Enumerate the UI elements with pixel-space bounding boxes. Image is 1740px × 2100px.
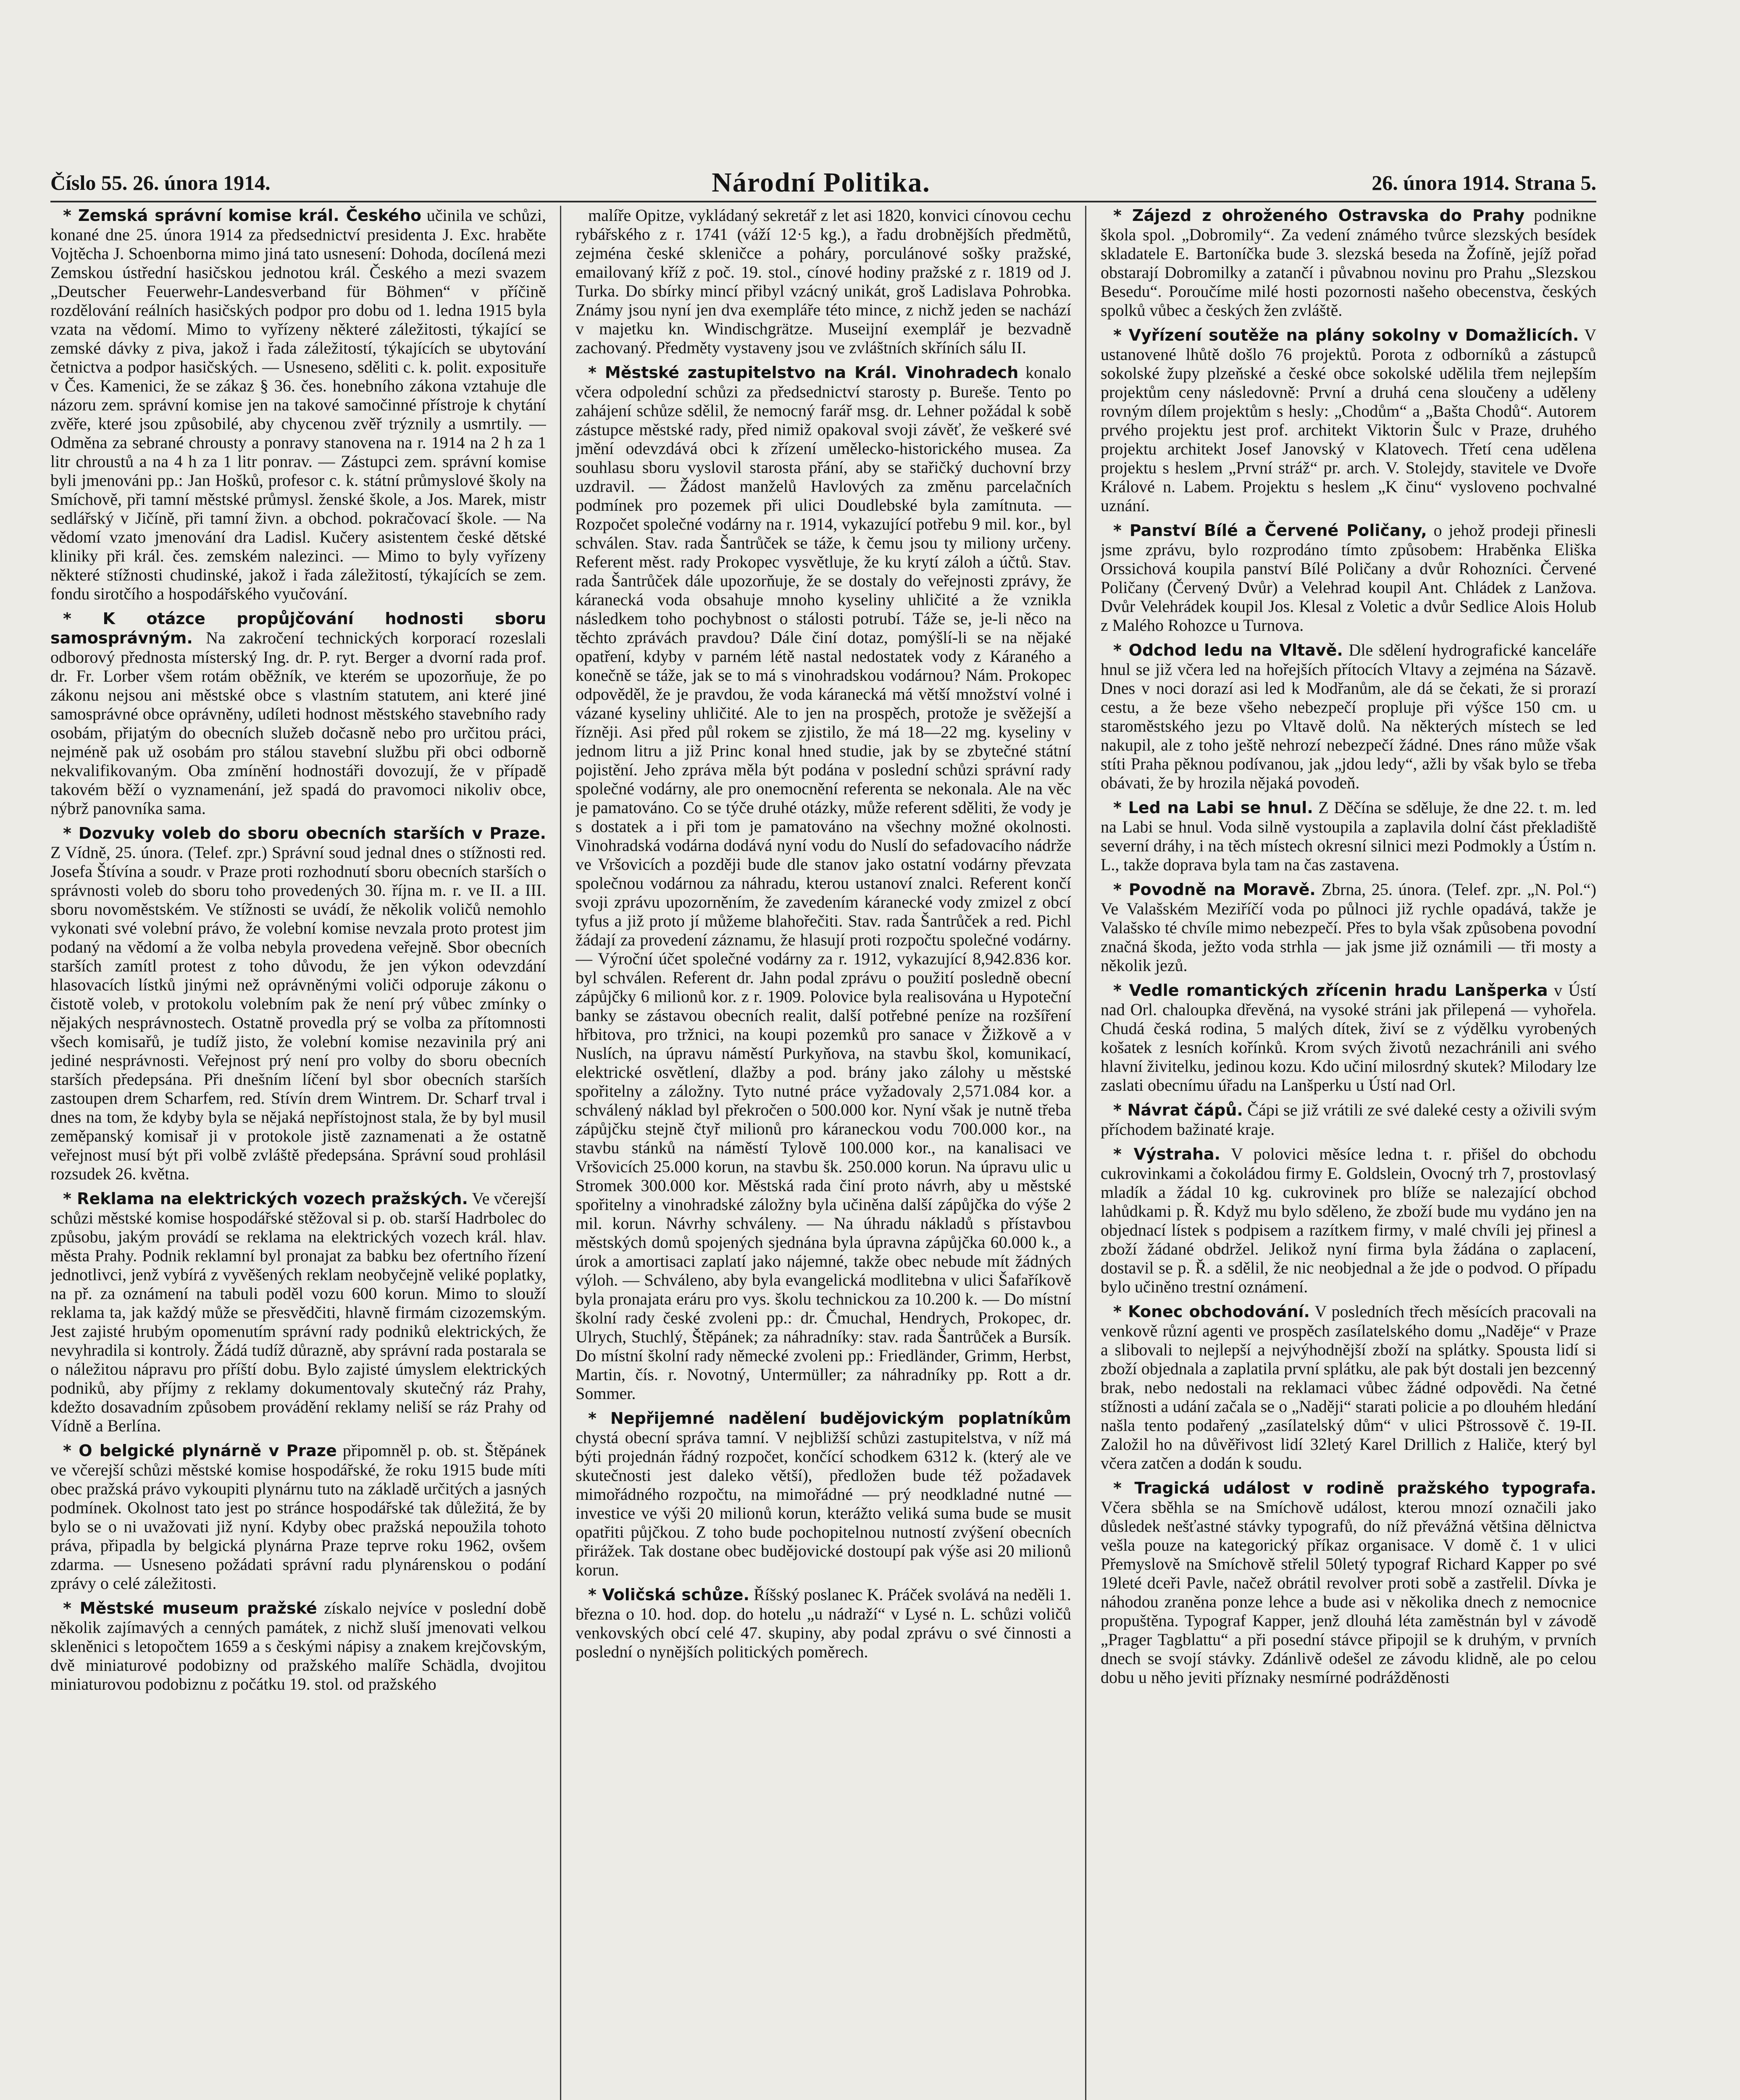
article [50, 1599, 546, 1693]
article [1101, 798, 1596, 874]
article-headline: * Dozvuky voleb do sboru obecních starších v Praze. [63, 824, 546, 843]
article-columns [50, 206, 1596, 2100]
issue-number: Číslo 55. 26. února 1914. [50, 171, 271, 194]
article-headline: * Voličská schůze. [588, 1586, 749, 1604]
column-3 [1101, 206, 1596, 2100]
article-body: konalo včera odpolední schůzi za předsednictví starosty p. Bureše. Tento po zahájení schůze sdělil, že nemocný farář msg. dr. Lehner požádal k sobě zástupce městské rady, před nimiž opakoval svoji závěť, že veškeré své jmění odevzdává obci k zřízení umělecko-historického musea. Za souhlasu sboru vyslovil starosta přání, aby se stařičký duchovní brzy uzdravil. — Žádost manželů Havlových za změnu parcelačních podmínek pro pozemek při ulici Doudlebské byla zamítnuta. — Rozpočet společné vodárny na r. 1914, vykazující potřebu 9 mil. kor., byl schválen. Stav. rada Šantrůček se táže, k čemu jsou ty miliony určeny. Referent měst. rady Prokopec vysvětluje, že ku krytí záloh a účtů. Stav. rada Šantrůček dále upozorňuje, že se dostaly do veřejnosti zprávy, že káranecká voda obsahuje mnoho kyseliny uhličité a že vznikla následkem toho pochybnost o stálosti potrubí. Táže se, je-li něco na těchto zprávách pravdou? Dále činí dotaz, pomýšlí-li se na nějaké opatření, kdyby v parném létě nastal nedostatek vody z Káraného a konečně se táže, jak se to má s vinohradskou vodárnou? Nám. Prokopec odpověděl, že je pravdou, že voda káranecká má větší množství volné i vázané kyseliny uhličité. Ale to jen na prospěch, protože je svěžejší a řízněji. Asi před půl rokem se zjistilo, že má 18—22 mg. kyseliny v jednom litru a již Princ konal hned studie, jak by se zbytečné státní pojistění. Jeho zpráva měla být podána v poslední schůzi správní rady společné vodárny, ale pro onemocnění referenta se nekonala. Ale na věc je pamatováno. Co se týče druhé otázky, může referent sděliti, že vody je s dostatek a i při tom je pamatováno na všechny možné okolnosti. Vinohradská vodárna dodává nyní vodu do Nuslí do sefadovacího nádrže ve Vršovicích a později bude dle stanov jako ostatní vodárny převzata společnou vodárnou za náhradu, kterou ustanoví znalci. Referent končí svoji zprávu upozorněním, že zavedením káranecké vody zmizel z obcí tyfus a již proto jí můžeme blahořečiti. Stav. rada Šantrůček a red. Pichl žádají za provedení záznamu, že hlasují proti rozpočtu společné vodárny. — Výroční účet společné vodárny za r. 1912, vykazující 8,942.836 kor. byl schválen. Referent dr. Jahn podal zprávu o použití posledně obecní zápůjčky 6 milionů kor. z r. 1909. Polovice byla realisována u Hypoteční banky se zástavou obecních realit, další potřebné peníze na rozšíření hřbitova, pro tržnici, na koupi pozemků pro sanace v Žižkově a v Nuslích, na úpravu náměstí Purkyňova, na stavbu škol, komunikací, elektrické osvětlení, dlažby a pod. brány jako zálohy u městské spořitelny a záložny. Tyto nutné práce vyžadovaly 2,571.084 kor. a schválený náklad byl překročen o 500.000 kor. Nyní však je nutně třeba zápůjčku stejně čtyř milionů pro káraneckou vodu 700.000 kor., na stavbu stánků na náměstí Tylově 100.000 kor., na kanalisaci ve Vršovicích 25.000 korun, na stavbu šk. 250.000 korun. Na úpravu ulic u Stromek 300.000 kor. Městská rada činí proto návrh, aby u městské spořitelny a vinohradské záložny byla učiněna další zápůjčka do výše 2 mil. korun. Návrhy schváleny. — Na úhradu nákladů s přístavbou městských domů spojených sjednána byla úpravna zápůjčka 60.000 k., a úrok a amortisaci zaplatí jako nájemné, takže obec nebude mít žádných výloh. — Schváleno, aby byla evangelická modlitebna v ulici Šafaříkově byla pronajata eráru pro vys. školu technickou za 10.200 k. — Do místní školní rady české zvoleni pp.: dr. Čmuchal, Hendrych, Prokopec, dr. Ulrych, Stuchlý, Štěpánek; za náhradníky: stav. rada Šantrůček a Bursík. Do místní školní rady německé zvoleni pp.: Friedländer, Grimm, Herbst, Martin, čís. r. Novotný, Untermüller; za náhradníky pp. Rott a dr. Sommer. [576, 363, 1071, 1403]
article [50, 824, 546, 1183]
article-headline: * Vyřízení soutěže na plány sokolny v Domažlicích. [1113, 326, 1579, 344]
page-header [50, 168, 1596, 197]
article-headline: * Výstraha. [1113, 1145, 1221, 1163]
article-headline: * Městské museum pražské [63, 1599, 317, 1617]
article-body: Čápi se již vrátili ze své daleké cesty a oživili svým příchodem bažinaté kraje. [1101, 1100, 1596, 1139]
article-headline: * Zemská správní komise král. Českého [63, 206, 422, 225]
article-headline: * Panství Bílé a Červené Poličany, [1113, 521, 1427, 540]
article [1101, 981, 1596, 1095]
article-body: V posledních třech měsících pracovali na venkově různí agenti ve prospěch zasílatelského domu „Naděje“ v Praze a slibovali to nejlepší a nejvýhodnější zboží na splátky. Spousta lidí si zboží objednala a zaplatila první splátku, ale pak být dostali jen bezcenný brak, nebo nedostali na reklamaci vůbec žádné odpovědi. Na četné stížnosti a udání začala se o „Naději“ starati policie a po dlouhém hledání našla tento podařený „zasílatelský dům“ v ulici Pštrossově č. 19-II. Založil ho na důvěřivost lidí 32letý Karel Drillich z Haliče, který byl včera zatčen a dodán k soudu. [1101, 1302, 1596, 1473]
article-body: připomněl p. ob. st. Štěpánek ve včerejší schůzi městské komise hospodářské, že roku 1915 bude míti obec pražská právo vykoupiti plynárnu tuto na základě určitých a jasných podmínek. Okolnost tato jest po stránce hospodářské tak důležitá, že by bylo se o ni uvažovati již nyní. Kdyby obec pražská nepoužila tohoto práva, připadla by belgická plynárna Praze teprve roku 1962, ovšem zdarma. — Usneseno požádati správní radu plynárenskou o podání zprávy o celé záležitosti. [50, 1441, 546, 1593]
article-body: V ustanovené lhůtě došlo 76 projektů. Porota z odborníků a zástupců sokolské župy plzeňské a české obce sokolské udělila třem nejlepším projektům ceny následovně: První a druhá cena sloučeny a uděleny rovným dílem projektům s hesly: „Chodům“ a „Bašta Chodů“. Autorem prvého projektu jest prof. architekt Viktorin Šulc v Praze, druhého projektu architekt Josef Janovský v Klatovech. Třetí cena udělena projektu s heslem „První stráž“ pr. arch. V. Stolejdy, stavitele ve Dvoře Králové n. Labem. Projektu s heslem „K činu“ vysloveno pochvalné uznání. [1101, 326, 1596, 515]
article [1101, 880, 1596, 975]
column-1 [50, 206, 546, 2100]
article-headline: * O belgické plynárně v Praze [63, 1441, 337, 1460]
article [50, 1441, 546, 1593]
article-headline: * Městské zastupitelstvo na Král. Vinohradech [588, 363, 1019, 382]
article-headline: * Vedle romantických zřícenin hradu Lanšperka [1113, 981, 1548, 1000]
article [50, 609, 546, 818]
article [1101, 640, 1596, 792]
article-body: o jehož prodeji přinesli jsme zprávu, bylo rozprodáno tímto způsobem: Hraběnka Eliška Orssichová koupila panství Bílé Poličany a dvůr Rohozníci. Červené Poličany (Červený Dvůr) a Velehrad koupil Ant. Chládek z Lanžova. Dvůr Velehrádek koupil Jos. Klesal z Voletic a dvůr Sedlice Alois Holub z Malého Rohozce u Turnova. [1101, 521, 1596, 635]
article [576, 363, 1071, 1403]
article-body: Z Děčína se sděluje, že dne 22. t. m. led na Labi se hnul. Voda silně vystoupila a zaplavila dolní část překladiště severní dráhy, i na těch místech okresní silnici mezi Podmokly a Ústím n. L., takže doprava byla tam na čas zastavena. [1101, 798, 1596, 874]
article [1101, 1302, 1596, 1473]
article-headline: * Návrat čápů. [1113, 1101, 1243, 1119]
article [1101, 1100, 1596, 1139]
article-body: chystá obecní správa tamní. V nejbližší schůzi zastupitelstva, v níž má býti projednán řádný rozpočet, končící schodkem 6312 k. (který ale ve skutečnosti jest daleko větší), předložen bude též požadavek mimořádného rozpočtu, na mimořádné — prý neodkladné nutné — investice ve výši 20 milionů korun, kterážto veliká suma bude se musit opatřiti půjčkou. Z toho bude pochopitelnou nutností zvýšení obecních přirážek. Tak dostane obec budějovické dostoupí pak výše asi 20 milionů korun. [576, 1428, 1071, 1579]
article-body: Zbrna, 25. února. (Telef. zpr. „N. Pol.“) Ve Valašském Meziříčí voda po půlnoci již rychle opadává, takže je Valašsko té chvíle mimo nebezpečí. Přes to byla však způsobena povodní značná škoda, ježto voda strhla — jak jsme již oznámili — tři mosty a několik jezů. [1101, 880, 1596, 975]
article [1101, 206, 1596, 320]
article [1101, 1144, 1596, 1296]
article [576, 1409, 1071, 1579]
article [576, 206, 1071, 357]
article [576, 1585, 1071, 1661]
date-page-number: 26. února 1914. Strana 5. [1372, 171, 1596, 194]
article-headline: * Konec obchodování. [1113, 1302, 1310, 1321]
article-headline: * Tragická událost v rodině pražského typografa. [1113, 1479, 1596, 1497]
article-headline: * K otázce propůjčování hodnosti sboru samosprávným. [50, 609, 546, 647]
article-headline: * Led na Labi se hnul. [1113, 798, 1313, 817]
article-body: Říšský poslanec K. Práček svolává na neděli 1. března o 10. hod. dop. do hotelu „u nádraží“ v Lysé n. L. schůzi voličů venkovských obcí celé 47. skupiny, aby podal zprávu o své činnosti a poslední o nynějších politických poměrech. [576, 1585, 1071, 1661]
article-body: v Ústí nad Orl. chaloupka dřevěná, na vysoké stráni jak přilepená — vyhořela. Chudá česká rodina, 5 malých dítek, živí se z výdělku vyrobených košatek z lesních kořínků. Krom svých životů nezachránili ani svého hlavní živitelku, jedinou kozu. Kdo učiní milosrdný skutek? Milodary lze zaslati obecnímu úřadu na Lanšperku u Ústí nad Orl. [1101, 981, 1596, 1095]
article-body: malíře Opitze, vykládaný sekretář z let asi 1820, konvici cínovou cechu rybářského z r. 1741 (váží 12·5 kg.), a řadu drobnějších předmětů, zejména české skleničce a poháry, porculánové sošky pražské, emailovaný kříž z poč. 19. stol., cínové hodiny pražské z r. 1819 od J. Turka. Do sbírky mincí přibyl vzácný unikát, groš Ladislava Pohrobka. Známy jsou nyní jen dva exempláře této mince, z nichž jeden se nachází v majetku kn. Windischgrätze. Museijní exemplář je bezvadně zachovaný. Předměty vystaveny jsou ve zvláštních skříních sálu II. [576, 206, 1071, 357]
article-headline: * Nepřijemné nadělení budějovickým poplatníkům [588, 1409, 1071, 1428]
article-body: V polovici měsíce ledna t. r. přišel do obchodu cukrovinkami a čokoládou firmy E. Goldslein, Ovocný trh 7, prostovlasý mladík a žádal 10 kg. cukrovinek pro blíže se nalezající obchod lahůdkami p. Ř. Když mu bylo sděleno, že zboží bude mu vydáno jen na objednací lístek s podpisem a razítkem firmy, v malé chvíli jej přinesl a zboží žádané obdržel. Jelikož nyní firma byla žádána o zaplacení, dostavil se p. Ř. a sdělil, že nic neobjednal a že jde o podvod. O případu bylo učiněno trestní oznámení. [1101, 1144, 1596, 1296]
article-body: Včera sběhla se na Smíchově událost, kterou mnozí označili jako důsledek nešťastné stávky typografů, do níž převážná většina dělnictva vešla pouze na kategorický příkaz organisace. V domě č. 1 v ulici Přemyslově na Smíchově střelil 50letý typograf Richard Kapper po své 19leté dceři Pavle, načež obrátil revolver proti sobě a zastřelil. Dívka je náhodou zraněna ponze lehce a bude asi v několika dnech z nemocnice propuštěna. Typograf Kapper, jenž dlouhá léta zaměstnán byl v závodě „Prager Tagblattu“ a při posední stávce připojil se k druhým, v prvních dnech se svojí stávky. Zdánlivě odešel ze závodu klidně, ale po celou dobu u něho jeviti příznaky nesmírné podrážděnosti [1101, 1498, 1596, 1687]
article [50, 206, 546, 603]
article-body: Dle sdělení hydrografické kanceláře hnul se již včera led na hořejších přítocích Vltavy a zejména na Sázavě. Dnes v noci dorazí asi led k Modřanům, ale dá se čekati, že si prorazí cestu, a že beze všeho nebezpečí propluje při výšce 150 cm. u staroměstského jezu po Vltavě dolů. Na některých místech se led nakupil, ale z toho ještě nehrozí nebezpečí žádné. Dnes ráno může však stíti Praha pěknou podívanou, jak „jdou ledy“, ažli by však bylo se třeba obávati, že by hrozila nějaká povodeň. [1101, 640, 1596, 792]
article-headline: * Povodně na Moravě. [1113, 880, 1316, 899]
column-2 [576, 206, 1071, 2100]
article-body: získalo nejvíce v poslední době několik zajímavých a cenných památek, z nichž sluší jmenovati velkou skleněnici s letopočtem 1659 a s českými nápisy a znakem krejčovským, dvě miniaturové podobizny od pražského malíře Schädla, dvojitou miniaturovou podobiznu z počátku 19. stol. od pražského [50, 1599, 546, 1693]
article-body: podnikne škola spol. „Dobromily“. Za vedení známého tvůrce slezských besídek skladatele E. Bartoníčka bude 3. slezská beseda na Žofíně, jejíž pořad obstarají Dobromilky a zatančí i půvabnou novinu pro Prahu „Slezskou Besedu“. Poroučíme milé hosti pozornosti našeho obecenstva, českých spolků vůbec a českých žen zvláště. [1101, 206, 1596, 320]
article-body: Na zakročení technických korporací rozeslali odborový přednosta místerský Ing. dr. P. ryt. Berger a dvorní rada prof. dr. Fr. Lorber všem rotám oběžník, ve kterém se upozorňuje, že po zákonu nejsou ani městské obce s vlastním statutem, ani které jiné samosprávné obce oprávněny, udíleti hodnost městského stavebního rady osobám, přijatým do obecních služeb dočasně nebo pro určitou práci, nejméně pak už osobám pro stálou stavební službu při obci odborně nekvalifikovaným. Oba zmínění hodnostáři dovozují, že v případě takovém běží o vyznamenání, jež spadá do pravomoci nikoliv obce, nýbrž panovníka sama. [50, 628, 546, 818]
article [50, 1189, 546, 1435]
article [1101, 521, 1596, 635]
masthead-title: Národní Politika. [712, 167, 930, 198]
article-body: učinila ve schůzi, konané dne 25. února 1914 za předsednictví presidenta J. Exc. hraběte Vojtěcha J. Schoenborna mimo jiná tato usnesení: Dohoda, docílená mezi Zemskou ústřední hasičskou jednotou král. Českého a mezi svazem „Deutscher Feuerwehr-Landesverband für Böhmen“ v příčině rozdělování reálních hasičských podpor pro dobu od 1. ledna 1915 byla vzata na vědomí. Mimo to vyřízeny některé záležitosti, týkající se zemské dávky z piva, jakož i řada záležitostí, týkajících se ubytování četnictva a podpor hasičských. — Usneseno, sděliti c. k. polit. exposituře v Čes. Kamenici, že se zákaz § 36. čes. honebního zákona vztahuje dle názoru zem. správní komise jen na takové samočinné přístroje k chytání zvěře, které jsou způsobilé, aby chycenou zvěř trýznily a usmrtily. — Odměna za sebrané chrousty a ponravy stanovena na r. 1914 na 2 h za 1 litr chroustů a na 4 h za 1 litr ponrav. — Zástupci zem. správní komise byli jmenováni pp.: Jan Hošků, profesor c. k. státní průmyslové školy na Smíchově, při tamní městské průmysl. ženské škole, a Jos. Marek, mistr sedlářský v Jičíně, při tamní živn. a obchod. pokračovací škole. — Na vědomí vzato jmenování dra Ladisl. Kučery asistentem české dětské kliniky při král. čes. zemském nalezinci. — Mimo to byly vyřízeny některé stížnosti chudinské, jakož i řada záležitostí, týkajících se zem. fondu sirotčího a hospodářského vyučování. [50, 206, 546, 603]
article-headline: * Zájezd z ohroženého Ostravska do Prahy [1113, 206, 1525, 225]
article [1101, 1478, 1596, 1687]
header-rule [50, 201, 1596, 202]
article-headline: * Reklama na elektrických vozech pražských. [63, 1189, 468, 1208]
article-body: Z Vídně, 25. února. (Telef. zpr.) Správní soud jednal dnes o stížnosti red. Josefa Štívína a soudr. v Praze proti rozhodnutí sboru obecních starších o správnosti voleb do sboru toho provedených 30. října m. r. ve II. a III. sboru novoměstském. Ve stížnosti se uvádí, že několik voličů nemohlo vykonati své volební právo, že volební komise nevzala proto protest jim podaný na vědomí a že volba nebyla provedena veřejně. Sbor obecních starších zamítl protest z toho důvodu, že jen výkon odevzdání hlasovacích lístků jinými než oprávněnými voliči odporuje zákonu o čistotě voleb, v protokolu volebním pak že není prý vůbec zmínky o nějakých nesprávnostech. Ostatně provedla prý se volba za přítomnosti všech komisařů, je tudíž jisto, že volební komise nezavinila prý ani jediné nesprávnosti. Veřejnost prý není pro volby do sboru obecních starších předepsána. Při dnešním líčení byl sbor obecních starších zastoupen drem Scharfem, red. Stívín drem Wintrem. Dr. Scharf trval i dnes na tom, že kdyby byla se nějaká nepřístojnost stala, že by byl musil zeměpanský komisař ji v protokole jistě zaznamenati a že ostatně veřejnost musí být při volbě zvláště předepsána. Správní soud prohlásil rozsudek 26. května. [50, 843, 546, 1183]
article [1101, 326, 1596, 515]
article-headline: * Odchod ledu na Vltavě. [1113, 641, 1343, 659]
article-body: Ve včerejší schůzi městské komise hospodářské stěžoval si p. ob. starší Hadrbolec do způsobu, jakým provádí se reklama na elektrických vozech král. hlav. města Prahy. Podnik reklamní byl pronajat za babku bez ofertního řízení jednotlivci, jenž vybírá z vyvěšených reklam neobyčejně veliké poplatky, na př. za oznámení na tabuli poděl vozu 600 korun. Mimo to slouží reklama ta, jak každý může se přesvědčiti, hlavně firmám cizozemským. Jest zajisté hrubým opomenutím správní rady podniků elektrických, že nevyhradila si kontroly. Žádá tudíž důrazně, aby správní rada postarala se o náležitou nápravu pro příští dobu. Bylo zajisté úmyslem elektrických podniků, aby příjmy z reklamy dokumentovaly skutečný ráz Prahy, kdežto dosavadním způsobem provádění reklamy neliší se ráz Prahy od Vídně a Berlína. [50, 1189, 546, 1435]
